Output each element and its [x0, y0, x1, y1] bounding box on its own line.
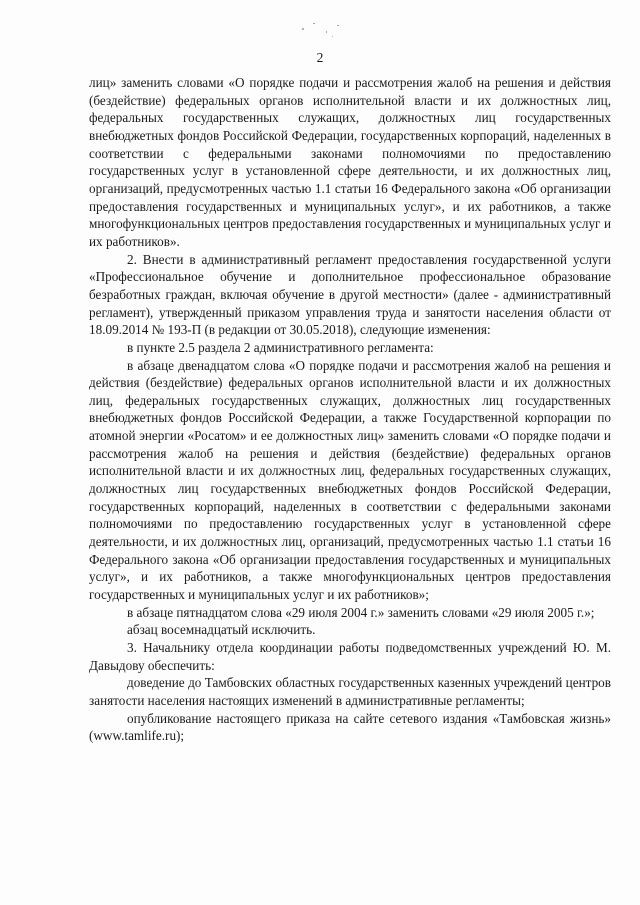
paragraph-abzac-12: в абзаце двенадцатом слова «О порядке подачи и рассмотрения жалоб на решения и действия (бездействие) федеральных органов исполнительной власти и их должностных лиц, федеральных государственных служащих, должностных лиц государственных внебюджетных фондов Российской Федерации, а также Государственной корпорации по атомной энергии «Росатом» и ее должностных лиц» заменить словами «О порядке подачи и рассмотрения жалоб на решения и действия (бездействие) федеральных органов исполнительной власти и их должностных лиц, федеральных государственных служащих, должностных лиц государственных внебюджетных фондов Российской Федерации, государственных корпораций, наделенных в соответствии с федеральными законами полномочиями по предоставлению государственных услуг в установленной сфере деятельности, и их должностных лиц, организаций, предусмотренных частью 1.1 статьи 16 Федерального закона «Об организации предоставления государственных и муниципальных услуг», и их работников, а также многофункциональных центров предоставления государственных и муниципальных услуг и их работников»; [89, 357, 611, 603]
page-number: 2 [316, 50, 324, 65]
paragraph-point-2-5: в пункте 2.5 раздела 2 административного регламента: [127, 339, 434, 355]
paragraph-dovedenie: доведение до Тамбовских областных государственных казенных учреждений центров занятости населения настоящих изменений в административные регламенты; [89, 675, 611, 708]
paragraph-abzac-18: абзац восемнадцатый исключить. [127, 622, 316, 638]
paragraph-item-2: 2. Внести в административный регламент предоставления государственной услуги «Профессиональное обучение и дополнительное профессиональное образование безработных граждан, включая обучение в другой местности» (далее - административный регламент), утвержденный приказом управления труда и занятости населения области от 18.09.2014 № 193-П (в редакции от 30.05.2018), следующие изменения: [89, 251, 611, 338]
paragraph-item-3: 3. Начальнику отдела координации работы подведомственных учреждений Ю. М. Давыдову обеспечить: [89, 640, 611, 673]
paragraph-opublikovanie: опубликование настоящего приказа на сайте сетевого издания «Тамбовская жизнь» (www.tamlife.ru); [89, 710, 611, 744]
paragraph-continuation: лиц» заменить словами «О порядке подачи и рассмотрения жалоб на решения и действия (бездействие) федеральных органов исполнительной власти и их должностных лиц, федеральных государственных служащих, должностных лиц государственных внебюджетных фондов Российской Федерации, государственных корпораций, наделенных в соответствии с федеральными законами полномочиями по предоставлению государственных услуг в установленной сфере деятельности, и их должностных лиц, организаций, предусмотренных частью 1.1 статьи 16 Федерального закона «Об организации предоставления государственных и муниципальных услуг», и их работников, а также многофункциональных центров предоставления государственных и муниципальных услуг и их работников». [89, 75, 611, 249]
paragraph-abzac-15: в абзаце пятнадцатом слова «29 июля 2004 г.» заменить словами «29 июля 2005 г.»; [127, 604, 595, 620]
document-body [89, 74, 611, 745]
